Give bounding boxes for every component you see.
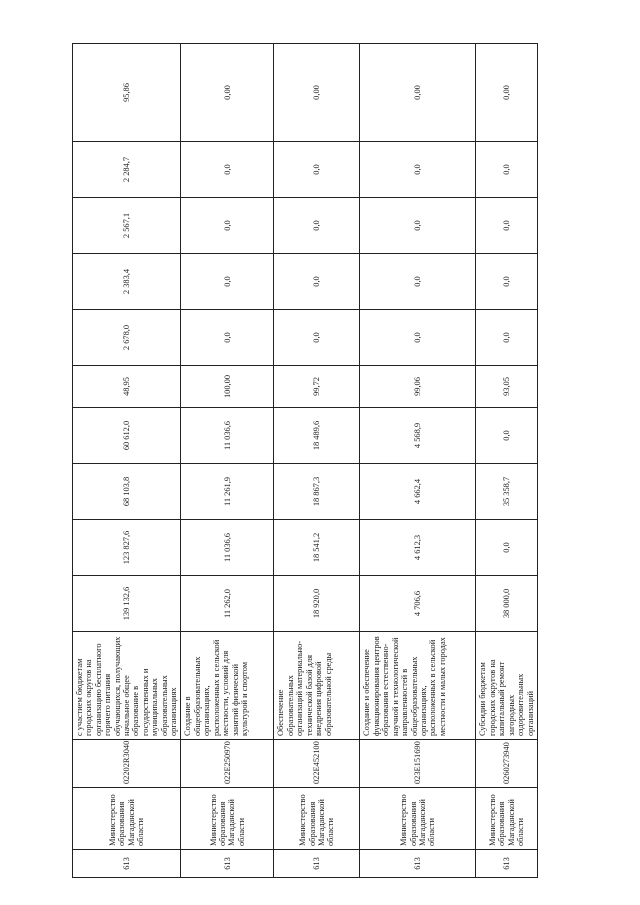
value-cell-1: 38 000,0 bbox=[476, 576, 537, 632]
csr-cell: 0260273940 bbox=[476, 740, 537, 788]
value-cell-3: 68 103,8 bbox=[73, 464, 181, 520]
value-cell-6: 0,0 bbox=[476, 310, 537, 366]
value-cell-10: 95,86 bbox=[73, 44, 181, 142]
csr-cell: 02202R3040 bbox=[73, 740, 181, 788]
value-cell-2: 123 827,6 bbox=[73, 520, 181, 576]
value-cell-4: 18 489,6 bbox=[274, 408, 360, 464]
desc-cell: Создание и обеспечение функционирования центров образования естественно-научной и технологической направленностей в общеобразовательных организациях, расположенных в сельской местности и малых городах bbox=[360, 632, 476, 740]
value-cell-2: 0,0 bbox=[476, 520, 537, 576]
value-cell-8: 0,0 bbox=[360, 198, 476, 254]
table-row bbox=[73, 44, 181, 878]
table-row bbox=[476, 44, 537, 878]
value-cell-5: 93,05 bbox=[476, 366, 537, 408]
csr-cell: 022E452100 bbox=[274, 740, 360, 788]
value-cell-7: 0,0 bbox=[360, 254, 476, 310]
value-cell-1: 11 262,0 bbox=[181, 576, 274, 632]
value-cell-3: 4 662,4 bbox=[360, 464, 476, 520]
value-cell-4: 4 568,9 bbox=[360, 408, 476, 464]
value-cell-8: 2 567,1 bbox=[73, 198, 181, 254]
value-cell-1: 18 920,0 bbox=[274, 576, 360, 632]
value-cell-2: 11 036,6 bbox=[181, 520, 274, 576]
value-cell-5: 48,95 bbox=[73, 366, 181, 408]
org-cell: Министерство образования Магаданской области bbox=[476, 788, 537, 850]
value-cell-9: 0,0 bbox=[181, 142, 274, 198]
value-cell-5: 99,72 bbox=[274, 366, 360, 408]
value-cell-6: 2 678,0 bbox=[73, 310, 181, 366]
desc-cell: Создание в общеобразовательных организациях, расположенных в сельской местности, условий для занятий физической культурой и спортом bbox=[181, 632, 274, 740]
value-cell-8: 0,0 bbox=[476, 198, 537, 254]
value-cell-2: 18 541,2 bbox=[274, 520, 360, 576]
value-cell-7: 0,0 bbox=[476, 254, 537, 310]
csr-cell: 023E151690 bbox=[360, 740, 476, 788]
value-cell-1: 139 132,6 bbox=[73, 576, 181, 632]
value-cell-8: 0,0 bbox=[274, 198, 360, 254]
value-cell-6: 0,0 bbox=[360, 310, 476, 366]
desc-cell: Субсидии бюджетам городских округов на капитальный ремонт загородных оздоровительных организаций bbox=[476, 632, 537, 740]
value-cell-6: 0,0 bbox=[274, 310, 360, 366]
value-cell-3: 35 358,7 bbox=[476, 464, 537, 520]
value-cell-6: 0,0 bbox=[181, 310, 274, 366]
org-cell: Министерство образования Магаданской области bbox=[360, 788, 476, 850]
value-cell-9: 0,0 bbox=[360, 142, 476, 198]
value-cell-10: 0,00 bbox=[476, 44, 537, 142]
desc-cell: Обеспечение образовательных организаций материально-технической базой для внедрения цифровой образовательной среды bbox=[274, 632, 360, 740]
code-cell: 613 bbox=[181, 850, 274, 878]
value-cell-7: 0,0 bbox=[274, 254, 360, 310]
value-cell-9: 0,0 bbox=[476, 142, 537, 198]
value-cell-4: 0,0 bbox=[476, 408, 537, 464]
budget-table bbox=[72, 43, 538, 878]
value-cell-5: 100,00 bbox=[181, 366, 274, 408]
value-cell-8: 0,0 bbox=[181, 198, 274, 254]
value-cell-7: 0,0 bbox=[181, 254, 274, 310]
value-cell-4: 11 036,6 bbox=[181, 408, 274, 464]
value-cell-10: 0,00 bbox=[274, 44, 360, 142]
csr-cell: 022E250970 bbox=[181, 740, 274, 788]
value-cell-9: 2 284,7 bbox=[73, 142, 181, 198]
code-cell: 613 bbox=[274, 850, 360, 878]
code-cell: 613 bbox=[73, 850, 181, 878]
org-cell: Министерство образования Магаданской области bbox=[274, 788, 360, 850]
table-row bbox=[181, 44, 274, 878]
code-cell: 613 bbox=[360, 850, 476, 878]
value-cell-10: 0,00 bbox=[360, 44, 476, 142]
value-cell-10: 0,00 bbox=[181, 44, 274, 142]
value-cell-9: 0,0 bbox=[274, 142, 360, 198]
value-cell-1: 4 706,6 bbox=[360, 576, 476, 632]
org-cell: Министерство образования Магаданской области bbox=[181, 788, 274, 850]
value-cell-2: 4 612,3 bbox=[360, 520, 476, 576]
table-body bbox=[73, 44, 538, 878]
value-cell-5: 99,06 bbox=[360, 366, 476, 408]
code-cell: 613 bbox=[476, 850, 537, 878]
value-cell-3: 11 261,9 bbox=[181, 464, 274, 520]
value-cell-3: 18 867,3 bbox=[274, 464, 360, 520]
org-cell: Министерство образования Магаданской области bbox=[73, 788, 181, 850]
value-cell-4: 60 612,0 bbox=[73, 408, 181, 464]
table-row bbox=[360, 44, 476, 878]
desc-cell: с участием бюджетам городских округов на организацию бесплатного горячего питания обучающихся, получающих начальное общее образование в государственных и муниципальных образовательных организациях bbox=[73, 632, 181, 740]
value-cell-7: 2 383,4 bbox=[73, 254, 181, 310]
table-row bbox=[274, 44, 360, 878]
